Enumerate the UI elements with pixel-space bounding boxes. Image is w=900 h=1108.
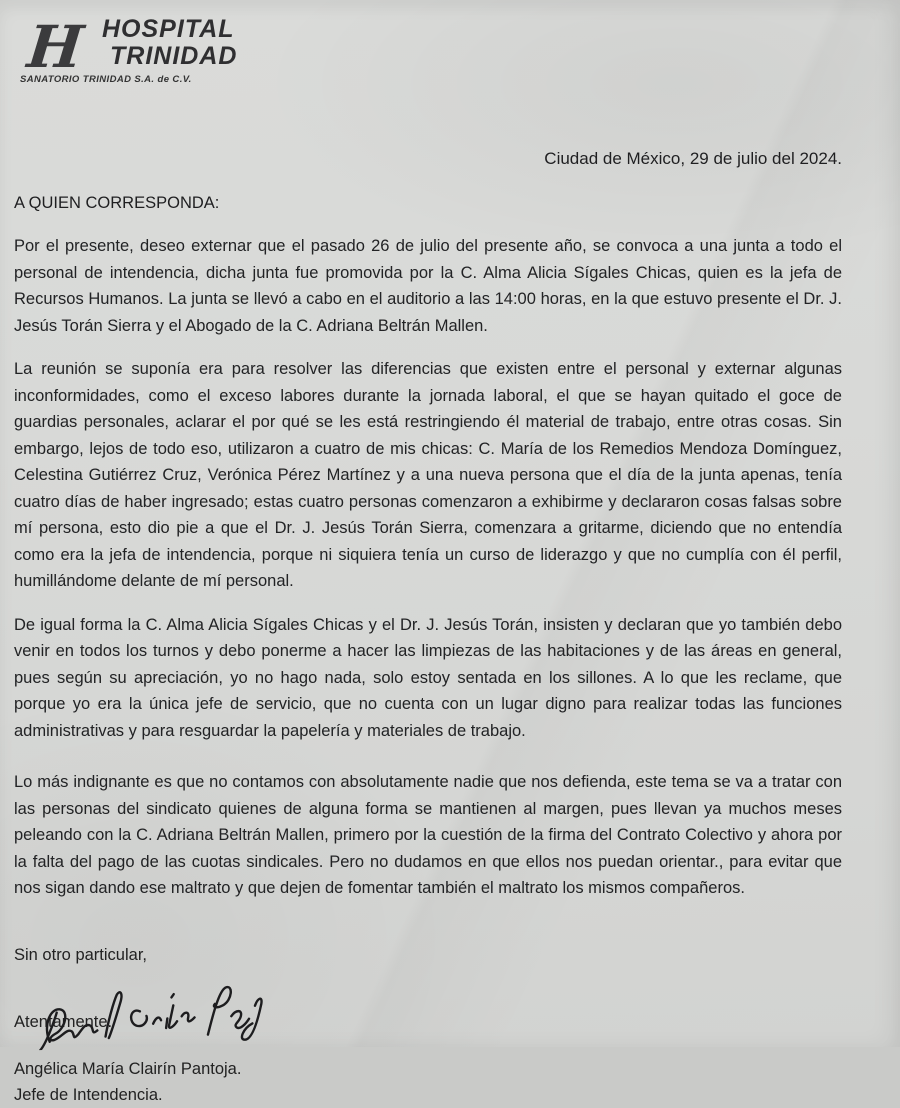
farewell-line: Atentamente. (14, 1012, 113, 1031)
hospital-name (102, 16, 237, 70)
dateline: Ciudad de México, 29 de julio del 2024. (544, 149, 842, 168)
hospital-name-line2: TRINIDAD (110, 42, 238, 70)
paragraph-2: La reunión se suponía era para resolver las diferencias que existen entre el personal y externar algunas inconformidades, como el exceso labores durante la jornada laboral, el que se hayan quitado el goce de guardias personales, aclarar el por qué se les está restringiendo él material de trabajo, entre otras cosas. Sin embargo, lejos de todo eso, utilizaron a cuatro de mis chicas: C. María de los Remedios Mendoza Domínguez, Celestina Gutiérrez Cruz, Verónica Pérez Martínez y a una nueva persona que el día de la junta apenas, tenía cuatro días de haber ingresado; estas cuatro personas comenzaron a exhibirme y declararon cosas falsas sobre mí persona, esto dio pie a que el Dr. J. Jesús Torán Sierra, comenzara a gritarme, diciendo que no entendía como era la jefa de intendencia, porque ni siquiera tenía un curso de liderazgo y que no cumplía con él perfil, humillándome delante de mí personal. (14, 360, 842, 590)
paragraph-3: De igual forma la C. Alma Alicia Sígales Chicas y el Dr. J. Jesús Torán, insisten y declaran que yo también debo venir en todos los turnos y debo ponerme a hacer las limpiezas de las habitaciones y de las áreas en general, pues según su apreciación, yo no hago nada, solo estoy sentada en los sillones. A lo que les reclame, que porque yo era la única jefe de servicio, que no cuenta con un lugar digno para realizar todas las funciones administrativas y para resguardar la papelería y materiales de trabajo. (14, 615, 842, 740)
letterhead (14, 14, 842, 100)
hospital-logo-icon: H (24, 13, 83, 81)
hospital-name-line1: HOSPITAL (102, 15, 235, 43)
hospital-subtitle: SANATORIO TRINIDAD S.A. de C.V. (20, 74, 192, 85)
signer-name: Angélica María Clairín Pantoja. (14, 1059, 242, 1078)
handwritten-signature (5, 977, 307, 1051)
salutation: A QUIEN CORRESPONDA: (14, 194, 220, 212)
paragraph-1: Por el presente, deseo externar que el pasado 26 de julio del presente año, se convoca a una junta a todo el personal de intendencia, dicha junta fue promovida por la C. Alma Alicia Sígales Chicas, quien es la jefa de Recursos Humanos. La junta se llevó a cabo en el auditorio a las 14:00 horas, en la que estuvo presente el Dr. J. Jesús Torán Sierra y el Abogado de la C. Adriana Beltrán Mallen. (14, 237, 842, 335)
closing-line: Sin otro particular, (14, 945, 147, 964)
signer-title: Jefe de Intendencia. (14, 1085, 163, 1104)
paragraph-4: Lo más indignante es que no contamos con absolutamente nadie que nos defienda, este tema se va a tratar con las personas del sindicato quienes de alguna forma se mantienen al margen, pues llevan ya muchos meses peleando con la C. Adriana Beltrán Mallen, primero por la cuestión de la firma del Contrato Colectivo y ahora por la falta del pago de las cuotas sindicales. Pero no dudamos en que ellos nos puedan orientar., para evitar que nos sigan dando ese maltrato y que dejen de fomentar también el maltrato los mismos compañeros. (14, 773, 842, 897)
